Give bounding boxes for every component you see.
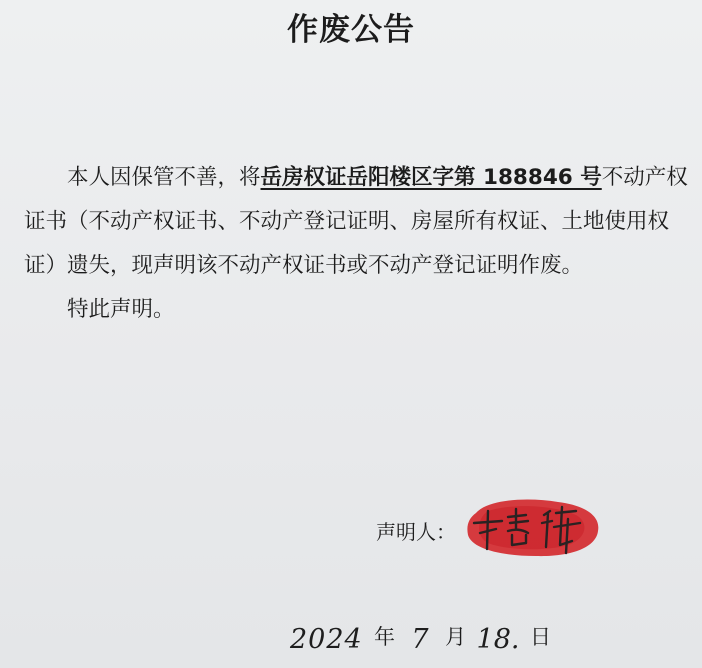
red-seal-with-signature-icon bbox=[458, 493, 608, 563]
paragraph-2: 特此声明。 bbox=[67, 297, 175, 322]
page-title: 作废公告 bbox=[287, 12, 415, 48]
paragraph-1 bbox=[24, 156, 692, 288]
date-day-unit: 日 bbox=[530, 625, 551, 649]
declarant-row bbox=[376, 505, 608, 555]
declarant-label: 声明人： bbox=[376, 519, 456, 544]
date-month: 7 bbox=[411, 624, 429, 655]
paragraph-1-lead: 本人因保管不善，将 bbox=[67, 165, 261, 190]
signature-seal bbox=[458, 499, 608, 561]
paragraph-1-rest: 不动产权证书（不动产权证书、不动产登记证明、房屋所有权证、土地使用权证）遗失，现声明该不动产权证书或不动产登记证明作废。 bbox=[24, 165, 688, 278]
date-year: 2024 bbox=[290, 624, 363, 655]
date-year-unit: 年 bbox=[374, 625, 395, 649]
notice-body bbox=[24, 156, 692, 332]
date-month-unit: 月 bbox=[445, 625, 466, 649]
certificate-number: 岳房权证岳阳楼区字第 188846 号 bbox=[260, 165, 602, 190]
date-day: 18. bbox=[476, 624, 520, 655]
date-row bbox=[290, 603, 557, 653]
